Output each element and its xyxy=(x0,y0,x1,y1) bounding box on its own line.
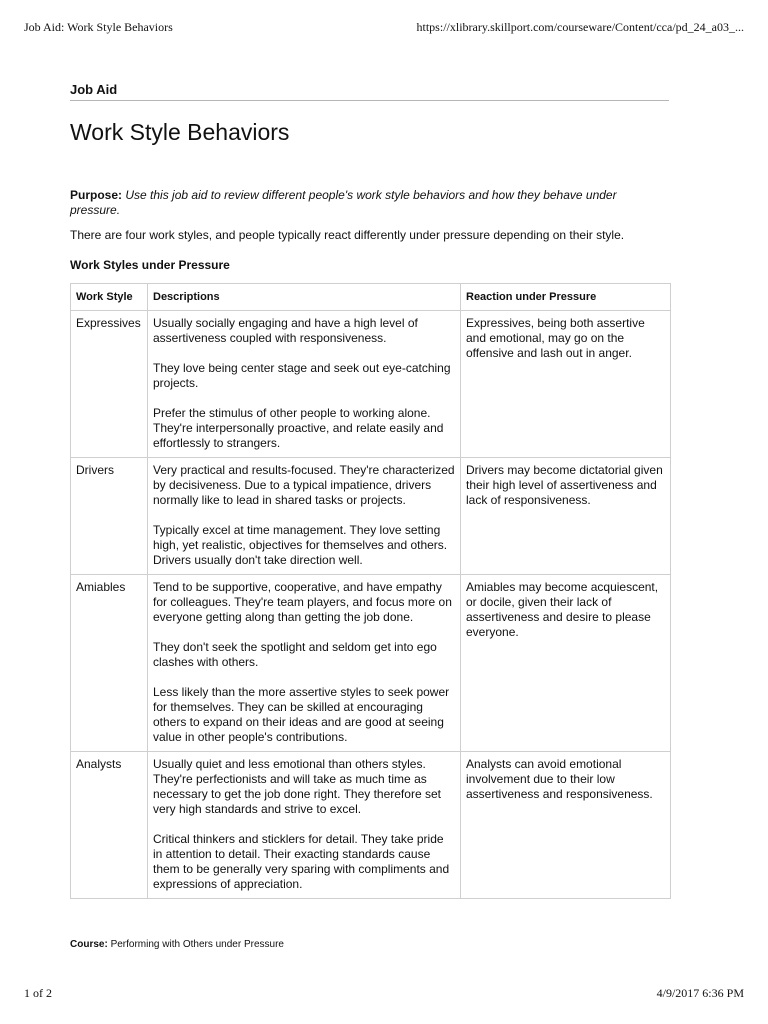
section-label: Job Aid xyxy=(70,82,669,101)
reaction-cell: Amiables may become acquiescent, or docile, given their lack of assertiveness and desire to please everyone. xyxy=(461,575,671,752)
work-style-cell: Expressives xyxy=(71,311,148,458)
table-row xyxy=(71,311,671,458)
descriptions-cell xyxy=(148,752,461,899)
table-heading: Work Styles under Pressure xyxy=(70,258,230,272)
column-header-work-style: Work Style xyxy=(71,284,148,311)
work-styles-table xyxy=(70,283,671,899)
column-header-descriptions: Descriptions xyxy=(148,284,461,311)
course-label: Course: xyxy=(70,939,108,950)
description-paragraph: Tend to be supportive, cooperative, and have empathy for colleagues. They're team players, and focus more on everyone getting along than getting the job done. xyxy=(153,580,452,624)
column-header-reaction: Reaction under Pressure xyxy=(461,284,671,311)
page-title: Work Style Behaviors xyxy=(70,119,290,145)
description-paragraph: Prefer the stimulus of other people to working alone. They're interpersonally proactive, and relate easily and effortlessly to strangers. xyxy=(153,406,444,450)
course-footer xyxy=(70,939,284,950)
print-header-url: https://xlibrary.skillport.com/courseware/Content/cca/pd_24_a03_... xyxy=(416,20,744,34)
reaction-cell: Drivers may become dictatorial given their high level of assertiveness and lack of responsiveness. xyxy=(461,458,671,575)
print-header xyxy=(24,20,744,36)
course-name: Performing with Others under Pressure xyxy=(110,939,284,950)
descriptions-cell xyxy=(148,458,461,575)
description-paragraph: They love being center stage and seek out eye-catching projects. xyxy=(153,361,451,390)
print-header-title: Job Aid: Work Style Behaviors xyxy=(24,20,173,34)
description-paragraph: They don't seek the spotlight and seldom get into ego clashes with others. xyxy=(153,640,437,669)
purpose-label: Purpose: xyxy=(70,188,123,202)
description-paragraph: Less likely than the more assertive styles to seek power for themselves. They can be skilled at encouraging others to expand on their ideas and are good at seeing value in other people's contributions. xyxy=(153,685,450,744)
table-header-row xyxy=(71,284,671,311)
page-number: 1 of 2 xyxy=(24,986,52,1000)
table-row xyxy=(71,575,671,752)
description-paragraph: Usually socially engaging and have a high level of assertiveness coupled with responsiveness. xyxy=(153,316,418,345)
description-paragraph: Very practical and results-focused. They're characterized by decisiveness. Due to a typical impatience, drivers normally like to lead in shared tasks or projects. xyxy=(153,463,455,507)
work-style-cell: Analysts xyxy=(71,752,148,899)
description-paragraph: Critical thinkers and sticklers for detail. They take pride in attention to detail. Their exacting standards cause them to be generally very sparing with compliments and expressions of appreciation. xyxy=(153,832,450,891)
descriptions-cell xyxy=(148,575,461,752)
purpose-text: Use this job aid to review different people's work style behaviors and how they behave under pressure. xyxy=(70,188,617,217)
description-paragraph: Usually quiet and less emotional than others styles. They're perfectionists and will take as much time as necessary to get the job done right. They therefore set very high standards and strive to excel. xyxy=(153,757,441,816)
reaction-cell: Analysts can avoid emotional involvement due to their low assertiveness and responsiveness. xyxy=(461,752,671,899)
job-aid-page xyxy=(70,82,669,899)
table-row xyxy=(71,752,671,899)
work-style-cell: Amiables xyxy=(71,575,148,752)
print-datetime: 4/9/2017 6:36 PM xyxy=(656,986,744,1000)
descriptions-cell xyxy=(148,311,461,458)
print-footer xyxy=(24,986,744,1002)
table-row xyxy=(71,458,671,575)
reaction-cell: Expressives, being both assertive and emotional, may go on the offensive and lash out in anger. xyxy=(461,311,671,458)
description-paragraph: Typically excel at time management. They love setting high, yet realistic, objectives for themselves and others. Drivers usually don't take direction well. xyxy=(153,523,448,567)
work-style-cell: Drivers xyxy=(71,458,148,575)
intro-paragraph: There are four work styles, and people typically react differently under pressure depending on their style. xyxy=(70,228,625,242)
purpose-paragraph xyxy=(70,188,669,218)
